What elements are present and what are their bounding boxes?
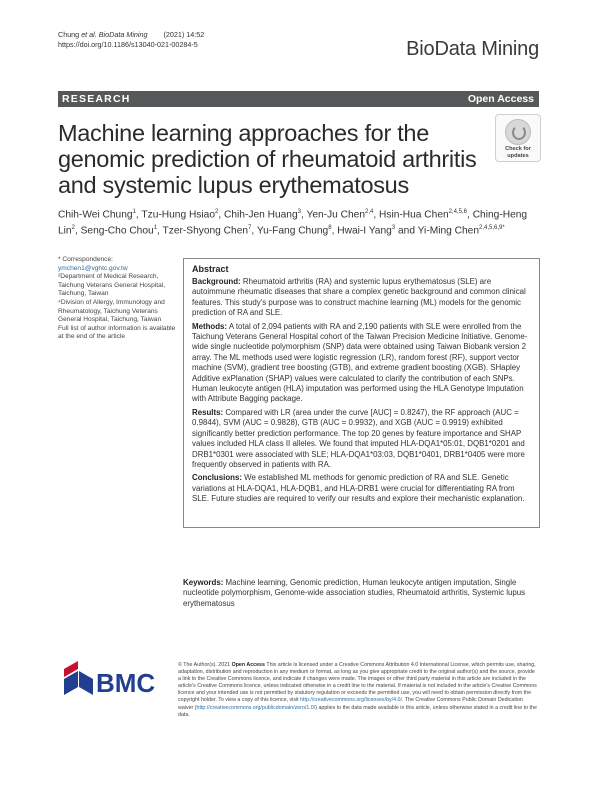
author-affiliation-marker: 2,4,5,6 [448, 209, 468, 215]
citation-year: (2021) 14:52 [147, 30, 205, 39]
author-affiliation-marker: 3 [391, 224, 396, 231]
affiliation-4: ⁴Division of Allergy, Immunology and Rheumatology, Taichung Veterans General Hospital, Taichung, Taiwan [58, 298, 165, 324]
background-text: Rheumatoid arthritis (RA) and systemic lupus erythematosus (SLE) are autoimmune rheumatic diseases that share a complex genetic background and common clinical features. This study's purpose was to construct machine learning (ML) models for the genomic prediction of RA and SLE. [192, 277, 526, 318]
author-list [58, 206, 528, 238]
citation-header [58, 30, 204, 50]
author-name[interactable]: Yen-Ju Chen [306, 209, 365, 221]
author-name[interactable]: Chih-Wei Chung [58, 209, 133, 221]
methods-text: A total of 2,094 patients with RA and 2,190 patients with SLE were enrolled from the Taichung Veterans General Hospital cohort of the Taiwan Precision Medicine Initiative. Genome-wide single nucleotide polymorphism (SNP) data were obtained using Taiwan Biobank version 2 array. The ML methods used were logistic regression (LR), random forest (RF), support vector machine (SVM), gradient tree boosting (GTB), and extreme gradient boosting (XGB). SHapley Additive exPlanation (SHAP) values were calculated to clarify the contribution of each SNPs. Human leukocyte antigen (HLA) imputation was performed using the HLA Genotype Imputation with Attribute Bagging package. [192, 321, 528, 404]
author-name[interactable]: Hwai-I Yang [337, 225, 392, 237]
author-separator: , [74, 225, 81, 237]
author-name[interactable]: Chih-Jen Huang [224, 209, 298, 221]
article-title: Machine learning approaches for the genomic prediction of rheumatoid arthritis and systemic lupus erythematosus [58, 120, 477, 198]
abstract-background [192, 277, 531, 319]
correspondence-email[interactable]: ymchen1@vghtc.gov.tw [58, 264, 128, 272]
author-affiliation-marker: 8 [328, 224, 332, 231]
updates-label: updates [507, 152, 529, 159]
author-name[interactable]: Ching-Heng Lin [58, 209, 528, 237]
author-separator: , [467, 209, 473, 221]
open-access-label: Open Access [467, 93, 534, 105]
results-label: Results: [192, 407, 224, 417]
author-affiliation-marker: 1 [132, 209, 136, 215]
license-text-3: ) applies to the data made available in this article, unless otherwise stated in a credit line to the data. [178, 704, 537, 718]
author-separator: , [157, 225, 163, 237]
background-label: Background: [192, 277, 241, 286]
author-name[interactable]: Yu-Fang Chung [256, 225, 329, 237]
author-affiliation-marker: 2 [215, 209, 219, 215]
citation-author: Chung [58, 30, 82, 39]
doi-link[interactable]: https://doi.org/10.1186/s13040-021-00284-5 [58, 40, 198, 49]
bmc-logo-text: BMC [96, 668, 156, 697]
license-link-cc-by[interactable]: http://creativecommons.org/licenses/by/4.0/ [300, 697, 402, 704]
license-text-2: . The Creative Commons Public Domain Dedication waiver ( [178, 697, 523, 711]
results-text: Compared with LR (area under the curve [AUC] = 0.8247), the RF approach (AUC = 0.9844), SVM (AUC = 0.9828), GTB (AUC = 0.9932), and XGB (AUC = 0.9919) exhibited significantly better prediction performance. The top 20 genes by feature importance and SHAP values included HLA class II alleles. We found that imputed HLA-DQA1*05:01, DQB1*0201 and DRB1*0301 were associated with SLE; HLA-DQA1*03:03, DQB1*0401, DRB1*0405 were more frequently observed in patients with RA. [192, 407, 525, 469]
license-text-1: This article is licensed under a Creative Commons Attribution 4.0 International License, which permits use, sharing, adaptation, distribution and reproduction in any medium or format, as long as you give appropriate credit to the original author(s) and the source, provide a link to the Creative Commons licence, and indicate if changes were made. The images or other third party material in this article are included in the article's Creative Commons licence, unless indicated otherwise in a credit line to the material. If material is not included in the article's Creative Commons licence and your intended use is not permitted by statutory regulation or exceeds the permitted use, you will need to obtain permission directly from the copyright holder. To view a copy of this licence, visit [178, 662, 537, 704]
license-statement [178, 662, 539, 719]
author-name[interactable]: Tzu-Hung Hsiao [141, 209, 215, 221]
keywords-label: Keywords: [183, 578, 224, 587]
author-separator: , [251, 225, 257, 237]
keywords [183, 578, 528, 609]
full-author-info-note: Full list of author information is available at the end of the article [58, 324, 176, 341]
author-separator: , [135, 209, 142, 221]
author-affiliation-marker: 2,4 [365, 209, 374, 215]
check-updates-icon [505, 119, 531, 145]
conclusions-text: We established ML methods for genomic prediction of RA and SLE. Genetic variations at HLA-DQA1, HLA-DQB1, and HLA-DRB1 were crucial for differentiating RA from SLE. Future studies are required to verify our results and explore their mechanistic explanation. [192, 473, 525, 504]
journal-name: BioData Mining [406, 38, 539, 60]
license-link-cc0[interactable]: http://creativecommons.org/publicdomain/zero/1.0/ [196, 704, 316, 711]
citation-journal: et al. BioData Mining [81, 30, 148, 39]
article-type-label: RESEARCH [62, 93, 131, 105]
author-name[interactable]: Hsin-Hua Chen [379, 209, 449, 221]
correspondence-label: * Correspondence: [58, 256, 113, 263]
check-for-updates-badge[interactable] [495, 114, 541, 162]
author-affiliation-marker: 2,4,5,6,9* [478, 224, 505, 231]
abstract-box [183, 258, 540, 528]
author-separator: , [218, 209, 225, 221]
abstract-conclusions [192, 473, 531, 504]
abstract-results [192, 408, 531, 470]
author-affiliation-marker: 3 [297, 209, 301, 215]
abstract-methods [192, 322, 531, 405]
author-name[interactable]: Seng-Cho Chou [80, 225, 154, 237]
author-name[interactable]: Yi-Ming Chen [417, 225, 479, 237]
license-open-access: Open Access [231, 662, 265, 668]
author-separator: and [395, 225, 418, 237]
conclusions-label: Conclusions: [192, 473, 242, 483]
author-separator: , [373, 209, 380, 221]
check-for-label: Check for [505, 146, 531, 152]
author-affiliation-marker: 7 [248, 224, 252, 231]
affiliations [58, 256, 178, 342]
author-affiliation-marker: 2 [71, 224, 75, 231]
methods-label: Methods: [192, 321, 228, 331]
keywords-text: Machine learning, Genomic prediction, Human leukocyte antigen imputation, Single nucleotide polymorphism, Genome-wide association studies, Rheumatoid arthritis, Systemic lupus erythematosus [183, 578, 526, 608]
article-type-bar [58, 91, 539, 107]
affiliation-2: ²Department of Medical Research, Taichung Veterans General Hospital, Taichung, Taiwan [58, 273, 166, 298]
author-affiliation-marker: 1 [153, 224, 158, 231]
author-separator: , [331, 225, 338, 237]
bmc-logo [64, 657, 164, 697]
license-copyright: © The Author(s). 2021 [178, 662, 232, 668]
abstract-heading: Abstract [192, 264, 229, 274]
author-separator: , [300, 209, 307, 221]
bmc-logo-mark [64, 657, 164, 697]
author-name[interactable]: Tzer-Shyong Chen [162, 225, 249, 237]
